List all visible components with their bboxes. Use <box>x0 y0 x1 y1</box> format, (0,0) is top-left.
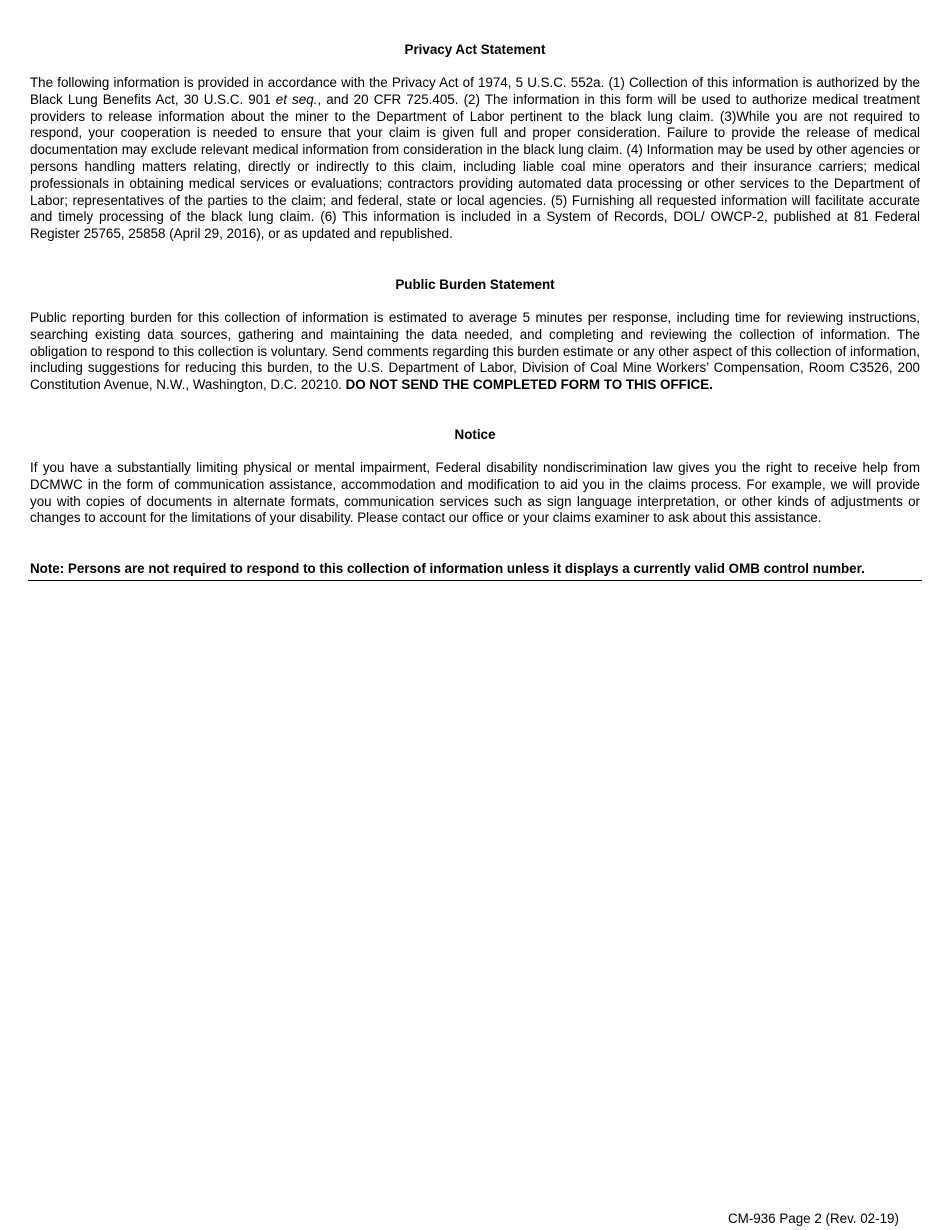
public-burden-heading: Public Burden Statement <box>395 277 555 292</box>
omb-control-note: Note: Persons are not required to respond to this collection of information unless it displays a currently valid OMB control number. <box>30 561 865 576</box>
form-footer-revision: CM-936 Page 2 (Rev. 02-19) <box>728 1211 899 1226</box>
public-burden-paragraph <box>30 310 920 394</box>
privacy-act-heading: Privacy Act Statement <box>404 42 546 57</box>
privacy-act-text-part-1: The following information is provided in accordance with the Privacy Act of 1974, 5 U.S.C. 552a. (1) Collection of this information is authorized by the Black Lung Benefits Act, 30 U.S.C. 901 <box>30 75 920 107</box>
privacy-act-paragraph <box>30 75 920 243</box>
public-burden-text: Public reporting burden for this collection of information is estimated to average 5 minutes per response, including time for reviewing instructions, searching existing data sources, gathering and maintaining the data needed, and completing and reviewing the collection of information. The obligation to respond to this collection is voluntary. Send comments regarding this burden estimate or any other aspect of this collection of information, including suggestions for reducing this burden, to the U.S. Department of Labor, Division of Coal Mine Workers’ Compensation, Room C3526, 200 Constitution Avenue, N.W., Washington, D.C. 20210. <box>30 310 920 393</box>
notice-heading: Notice <box>454 427 496 442</box>
notice-paragraph: If you have a substantially limiting physical or mental impairment, Federal disability nondiscrimination law gives you the right to receive help from DCMWC in the form of communication assistance, accommodation and modification to aid you in the claims process. For example, we will provide you with copies of documents in alternate formats, communication services such as sign language interpretation, or other kinds of adjustments or changes to account for the limitations of your disability. Please contact our office or your claims examiner to ask about this assistance. <box>30 460 920 526</box>
public-burden-bold-warning: DO NOT SEND THE COMPLETED FORM TO THIS OFFICE. <box>345 377 713 393</box>
privacy-act-text-part-2: , and 20 CFR 725.405. (2) The information in this form will be used to authorize medical treatment providers to release information about the miner to the Department of Labor pertinent to the black lung claim. (3)While you are not required to respond, your cooperation is needed to ensure that your claim is given full and proper consideration. Failure to provide the release of medical documentation may exclude relevant medical information from consideration in the black lung claim. (4) Information may be used by other agencies or persons handling matters relating, directly or indirectly to this claim, including liable coal mine operators and their insurance carriers; medical professionals in obtaining medical services or evaluations; contractors providing automated data processing or other services to the Department of Labor; representatives of the parties to the claim; and federal, state or local agencies. (5) Furnishing all requested information will facilitate accurate and timely processing of the black lung claim. (6) This information is included in a System of Records, DOL/ OWCP-2, published at 81 Federal Register 25765, 25858 (April 29, 2016), or as updated and republished. <box>30 91 920 242</box>
privacy-act-italic-term: et seq. <box>275 91 318 107</box>
section-divider <box>28 580 922 581</box>
